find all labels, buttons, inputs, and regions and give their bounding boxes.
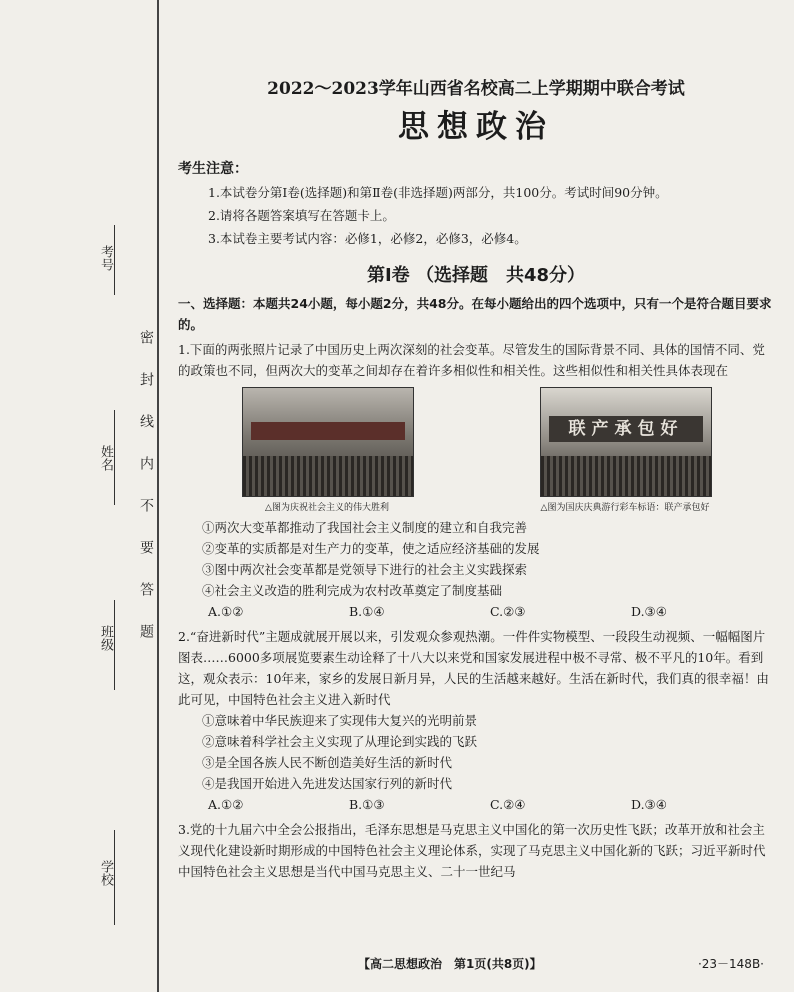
- photo-1-banner: [251, 422, 405, 440]
- question-1-option-3: ③图中两次社会变革都是党领导下进行的社会主义实践探索: [202, 562, 528, 577]
- kaohao-label: 考号: [98, 245, 113, 271]
- note-item-3: 3.本试卷主要考试内容：必修1，必修2，必修3，必修4。: [208, 231, 527, 246]
- question-2-option-3: ③是全国各族人民不断创造美好生活的新时代: [202, 755, 453, 770]
- photo-2-caption: △图为国庆庆典游行彩车标语：联产承包好: [540, 503, 710, 513]
- choice-c: C.②④: [490, 797, 526, 812]
- choice-a: A.①②: [208, 797, 244, 812]
- volume-title: 第Ⅰ卷 （选择题 共48分）: [366, 265, 585, 286]
- choice-d: D.③④: [631, 797, 667, 812]
- notes-heading: 考生注意：: [178, 161, 248, 177]
- choice-d: D.③④: [631, 604, 667, 619]
- question-2-option-1: ①意味着中华民族迎来了实现伟大复兴的光明前景: [202, 713, 478, 728]
- photo-1: [242, 387, 412, 513]
- binding-border: [157, 0, 159, 992]
- choice-a: A.①②: [208, 604, 244, 619]
- note-item-1: 1.本试卷分第Ⅰ卷(选择题)和第Ⅱ卷(非选择题)两部分，共100分。考试时间90分钟。: [208, 185, 668, 200]
- photo-2-crowd: [541, 456, 711, 496]
- question-1-stem: 1.下面的两张照片记录了中国历史上两次深刻的社会变革。尽管发生的国际背景不同、具体的国情不同、党的政策也不同，但两次大的变革之间却存在着许多相似性和相关性。这些相似性和相关性具体表现在: [178, 342, 765, 378]
- question-2-stem: 2.“奋进新时代”主题成就展开展以来，引发观众参观热潮。一件件实物模型、一段段生动视频、一幅幅图片图表……6000多项展览要素生动诠释了十八大以来党和国家发展进程中极不寻常、极不平凡的10年。看到这，观众表示：10年来，家乡的发展日新月异，人民的生活越来越好。生活在新时代，我们真的很幸福！由此可见，中国特色社会主义进入新时代: [178, 629, 769, 707]
- question-1-option-4: ④社会主义改造的胜利完成为农村改革奠定了制度基础: [202, 583, 503, 598]
- photo-2-image: [540, 387, 712, 497]
- note-item-2: 2.请将各题答案填写在答题卡上。: [208, 208, 395, 223]
- footer-code: ·23－148B·: [697, 957, 764, 971]
- main-content: [178, 72, 774, 882]
- class-label: 班级: [98, 625, 113, 651]
- photo-2: [540, 387, 710, 513]
- question-2-option-4: ④是我国开始进入先进发达国家行列的新时代: [202, 776, 453, 791]
- school-label: 学校: [98, 860, 113, 886]
- choice-c: C.②③: [490, 604, 526, 619]
- photo-1-crowd: [243, 456, 413, 496]
- question-2-option-2: ②意味着科学社会主义实现了从理论到实践的飞跃: [202, 734, 478, 749]
- choice-b: B.①④: [349, 604, 385, 619]
- seal-line-text: 密封线内不要答题: [138, 330, 154, 666]
- question-3-stem: 3.党的十九届六中全会公报指出，毛泽东思想是马克思主义中国化的第一次历史性飞跃；改革开放和社会主义现代化建设新时期形成的中国特色社会主义理论体系，实现了马克思主义中国化新的飞跃；习近平新时代中国特色社会主义思想是当代中国马克思主义、二十一世纪马: [178, 822, 766, 879]
- footer-page-info: 【高二思想政治 第1页(共8页)】: [358, 957, 542, 971]
- photo-1-caption: △图为庆祝社会主义的伟大胜利: [265, 503, 389, 513]
- question-1-option-2: ②变革的实质都是对生产力的变革，使之适应经济基础的发展: [202, 541, 540, 556]
- question-2-choices: [208, 794, 774, 815]
- question-1-photos: [178, 387, 774, 513]
- name-label: 姓名: [98, 445, 113, 471]
- question-1-option-1: ①两次大变革都推动了我国社会主义制度的建立和自我完善: [202, 520, 528, 535]
- choice-b: B.①③: [349, 797, 385, 812]
- photo-2-banner: 联产承包好: [549, 416, 703, 442]
- subject-title: 思想政治: [398, 109, 554, 145]
- photo-1-image: [242, 387, 414, 497]
- question-1-choices: [208, 601, 774, 622]
- exam-title: 2022～2023学年山西省名校高二上学期期中联合考试: [267, 79, 685, 99]
- section-intro: 一、选择题：本题共24小题，每小题2分，共48分。在每小题给出的四个选项中，只有一个是符合题目要求的。: [178, 296, 772, 332]
